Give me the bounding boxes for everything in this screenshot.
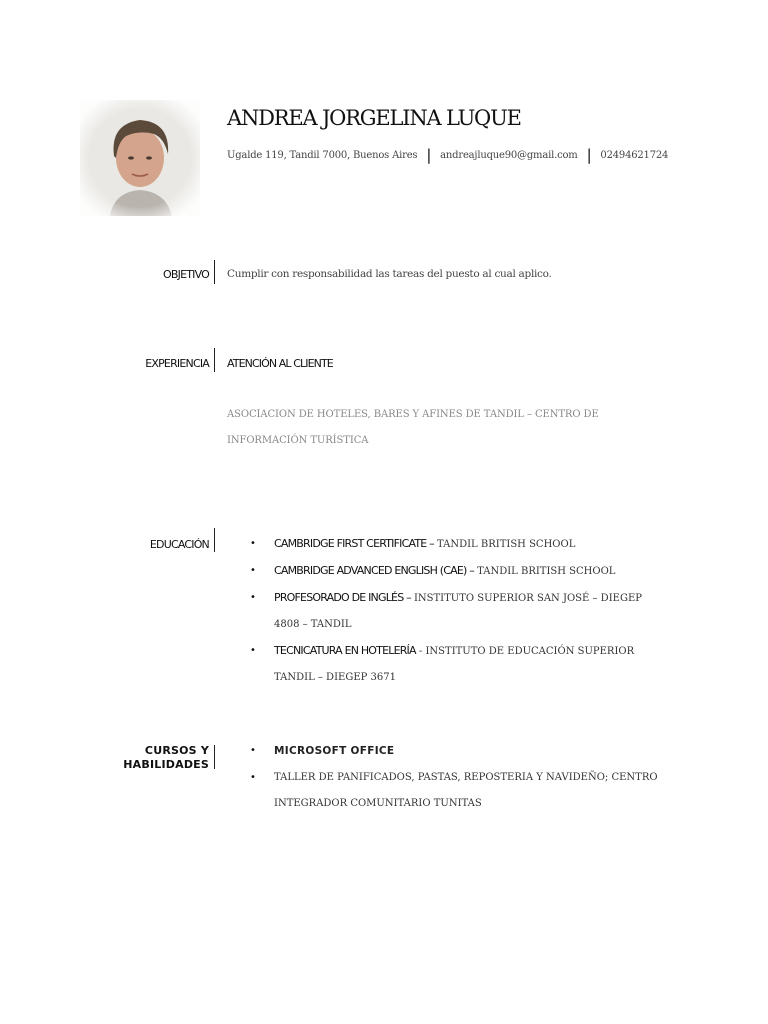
bullet-icon: • — [250, 538, 256, 549]
degree-title: PROFESORADO DE INGLÉS – — [274, 591, 411, 604]
contact-line — [227, 146, 668, 164]
section-divider — [214, 260, 215, 284]
institution-continuation: TANDIL – DIEGEP 3671 — [274, 672, 396, 683]
section-divider — [214, 348, 215, 372]
list-item — [0, 738, 658, 765]
separator: | — [426, 146, 432, 164]
experiencia-organization: ASOCIACION DE HOTELES, BARES Y AFINES DE TANDIL – CENTRO DE INFORMACIÓN TURÍSTICA — [227, 409, 599, 446]
candidate-name: ANDREA JORGELINA LUQUE — [227, 106, 521, 130]
section-label-line: CURSOS Y — [144, 744, 209, 757]
list-item — [0, 638, 642, 691]
objetivo-text: Cumplir con responsabilidad las tareas del puesto al cual aplico. — [227, 268, 552, 280]
bullet-icon: • — [250, 772, 256, 783]
list-item — [0, 531, 642, 558]
separator: | — [586, 146, 592, 164]
institution-text: INSTITUTO SUPERIOR SAN JOSÉ – DIEGEP — [410, 593, 642, 604]
bullet-icon: • — [250, 745, 256, 756]
institution-continuation: 4808 – TANDIL — [274, 619, 352, 630]
institution-text: TANDIL BRITISH SCHOOL — [473, 566, 616, 577]
section-label-objetivo: OBJETIVO — [163, 268, 209, 281]
bullet-icon: • — [250, 565, 256, 576]
section-label-educacion: EDUCACIÓN — [149, 538, 209, 551]
bullet-icon: • — [250, 645, 256, 656]
education-list — [0, 531, 642, 691]
list-item — [0, 585, 642, 638]
profile-photo — [80, 100, 200, 216]
skills-list — [0, 738, 658, 817]
section-label-experiencia: EXPERIENCIA — [145, 357, 209, 370]
experiencia-title: ATENCIÓN AL CLIENTE — [227, 357, 333, 370]
list-item — [0, 558, 642, 585]
degree-title: CAMBRIDGE ADVANCED ENGLISH (CAE) – — [274, 564, 474, 577]
phone-text: 02494621724 — [600, 150, 669, 161]
course-text: TALLER DE PANIFICADOS, PASTAS, REPOSTERIA Y NAVIDEÑO; CENTRO — [274, 772, 658, 783]
institution-text: TANDIL BRITISH SCHOOL — [433, 539, 576, 550]
skill-text: MICROSOFT OFFICE — [274, 745, 395, 757]
email-text: andreajluque90@gmail.com — [440, 150, 578, 161]
address-text: Ugalde 119, Tandil 7000, Buenos Aires — [227, 150, 418, 161]
institution-text: - INSTITUTO DE EDUCACIÓN SUPERIOR — [415, 646, 635, 657]
section-label-line: HABILIDADES — [123, 758, 209, 771]
course-continuation: INTEGRADOR COMUNITARIO TUNITAS — [274, 798, 482, 809]
degree-title: CAMBRIDGE FIRST CERTIFICATE – — [274, 537, 434, 550]
degree-title: TECNICATURA EN HOTELERÍA — [274, 644, 416, 657]
bullet-icon: • — [250, 592, 256, 603]
list-item — [0, 765, 658, 817]
